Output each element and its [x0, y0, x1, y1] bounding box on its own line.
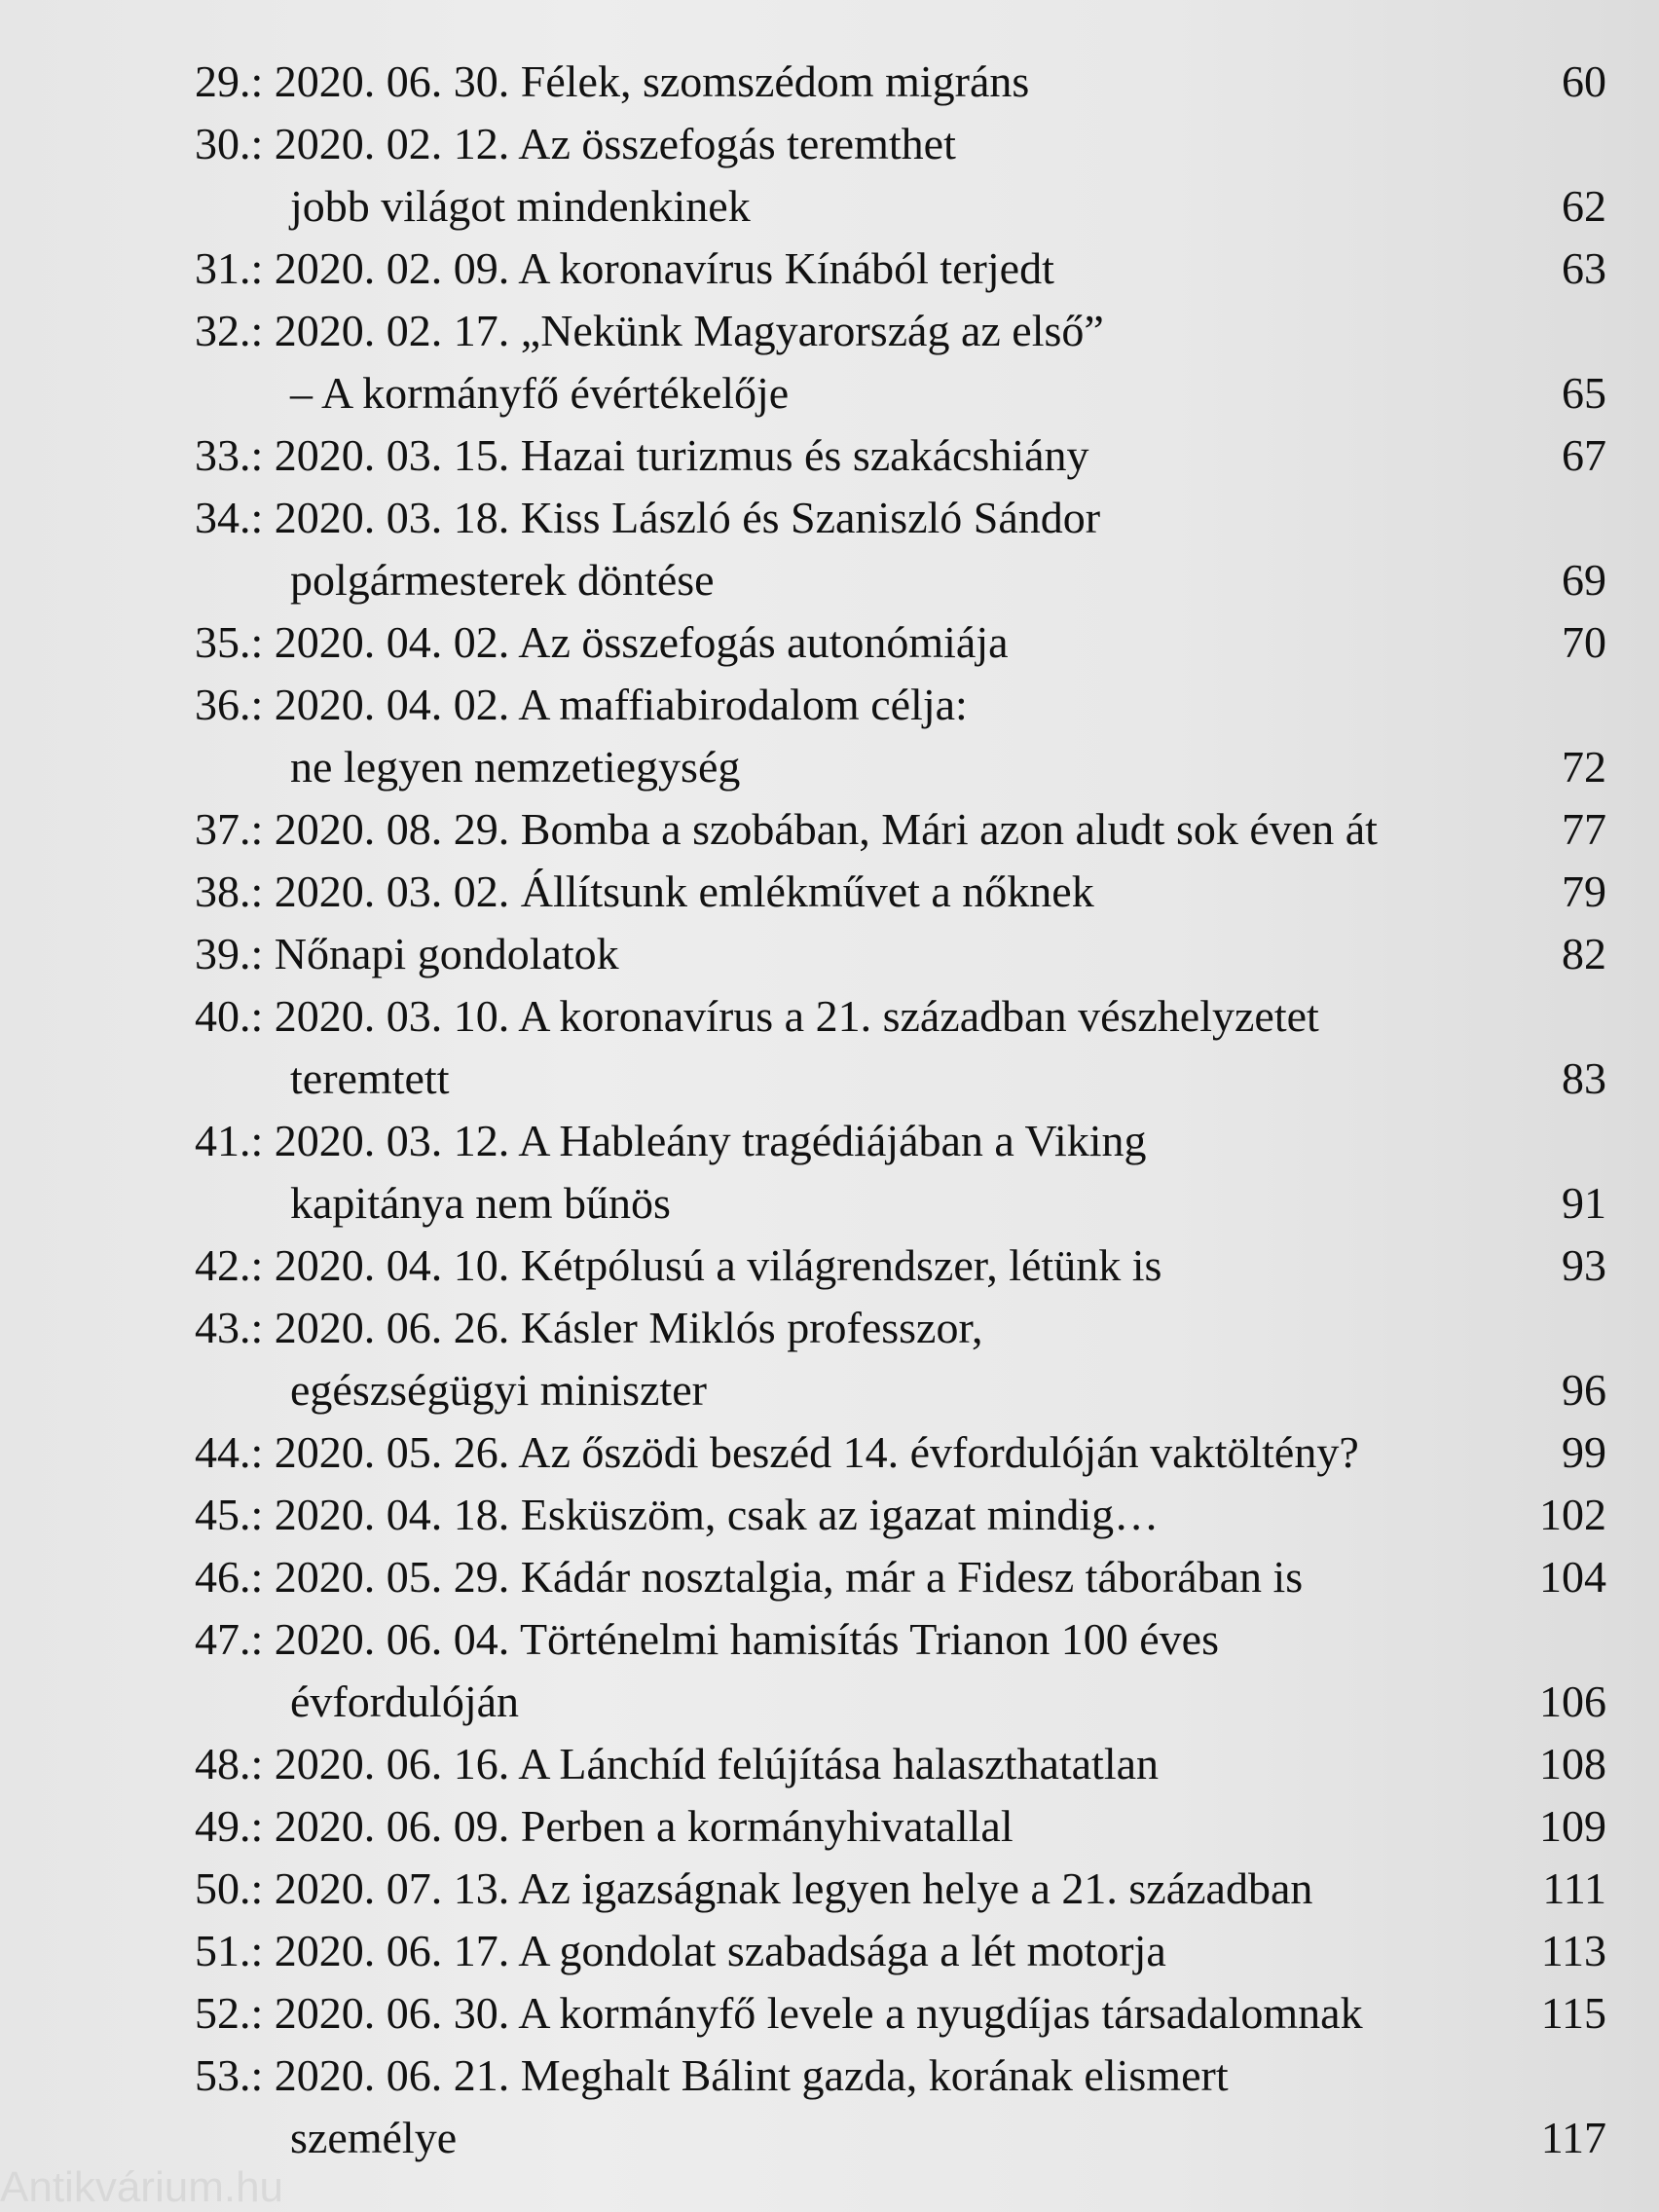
toc-entry-page-number: 111	[1542, 1863, 1606, 1913]
toc-entry-title	[195, 1546, 1480, 1608]
toc-entry	[195, 1546, 1606, 1608]
toc-entry-title	[195, 51, 1480, 113]
toc-entry-page-number: 106	[1539, 1677, 1606, 1726]
toc-entry-page-number: 69	[1562, 555, 1606, 605]
toc-entry-title	[195, 1733, 1480, 1795]
toc-entry-title-continuation: jobb világot mindenkinek	[290, 181, 751, 231]
toc-entry-title-continuation: egészségügyi miniszter	[290, 1365, 707, 1415]
toc-entry-title-continuation: kapitánya nem bűnös	[290, 1178, 671, 1228]
toc-entry-page-number: 65	[1562, 368, 1606, 418]
toc-entry-page-number: 77	[1562, 804, 1606, 854]
toc-entry	[195, 300, 1606, 424]
toc-entry-page-number: 91	[1562, 1178, 1606, 1228]
toc-entry-title-line: 47.: 2020. 06. 04. Történelmi hamisítás Trianon 100 éves	[195, 1614, 1219, 1664]
toc-entry-title-continuation: polgármesterek döntése	[290, 555, 715, 605]
toc-entry	[195, 1608, 1606, 1733]
toc-entry-title	[195, 923, 1480, 985]
toc-entry-title	[195, 1235, 1480, 1297]
toc-entry-title	[195, 1110, 1480, 1235]
toc-entry-title	[195, 238, 1480, 300]
toc-entry-title-line: 33.: 2020. 03. 15. Hazai turizmus és szakácshiány	[195, 430, 1089, 480]
toc-entry-title-line: 40.: 2020. 03. 10. A koronavírus a 21. században vészhelyzetet	[195, 991, 1319, 1041]
toc-entry-page-number: 109	[1539, 1801, 1606, 1851]
toc-entry-title-line: 32.: 2020. 02. 17. „Nekünk Magyarország az első”	[195, 306, 1104, 355]
toc-entry	[195, 1235, 1606, 1297]
toc-entry-title-line: 43.: 2020. 06. 26. Kásler Miklós professzor,	[195, 1303, 983, 1352]
toc-entry-title-line: 42.: 2020. 04. 10. Kétpólusú a világrendszer, létünk is	[195, 1240, 1162, 1290]
toc-entry-title	[195, 611, 1480, 674]
toc-entry-title-line: 39.: Nőnapi gondolatok	[195, 929, 619, 978]
toc-entry	[195, 1982, 1606, 2045]
toc-entry-title-continuation: személye	[290, 2113, 458, 2162]
toc-entry-title	[195, 1484, 1480, 1546]
toc-entry-title	[195, 113, 1480, 238]
toc-entry-title-line: 44.: 2020. 05. 26. Az őszödi beszéd 14. évfordulóján vaktöltény?	[195, 1427, 1359, 1477]
toc-entry-title-line: 51.: 2020. 06. 17. A gondolat szabadsága a lét motorja	[195, 1926, 1166, 1975]
toc-entry-title	[195, 674, 1480, 798]
watermark: Antikvárium.hu	[0, 2163, 284, 2211]
toc-entry	[195, 611, 1606, 674]
toc-entry-title	[195, 1421, 1480, 1484]
toc-entry	[195, 1795, 1606, 1858]
toc-entry-title	[195, 2045, 1480, 2169]
toc-entry	[195, 1297, 1606, 1421]
toc-entry	[195, 2045, 1606, 2169]
toc-entry-page-number: 115	[1540, 1988, 1606, 2038]
toc-entry-title	[195, 424, 1480, 487]
toc-entry-page-number: 99	[1562, 1427, 1606, 1477]
toc-entry	[195, 798, 1606, 861]
toc-entry-title	[195, 1920, 1480, 1982]
toc-entry-title	[195, 1297, 1480, 1421]
toc-entry-title-line: 52.: 2020. 06. 30. A kormányfő levele a nyugdíjas társadalomnak	[195, 1988, 1363, 2038]
toc-entry-page-number: 102	[1539, 1490, 1606, 1539]
toc-entry-title-line: 50.: 2020. 07. 13. Az igazságnak legyen helye a 21. században	[195, 1863, 1313, 1913]
toc-entry-page-number: 82	[1562, 929, 1606, 978]
toc-entry	[195, 1920, 1606, 1982]
toc-entry-page-number: 62	[1562, 181, 1606, 231]
toc-entry-page-number: 117	[1540, 2113, 1606, 2162]
toc-entry-title-line: 45.: 2020. 04. 18. Esküszöm, csak az igazat mindig…	[195, 1490, 1160, 1539]
toc-entry-page-number: 67	[1562, 430, 1606, 480]
toc-entry	[195, 487, 1606, 611]
toc-entry	[195, 113, 1606, 238]
toc-entry-title-line: 36.: 2020. 04. 02. A maffiabirodalom célja:	[195, 680, 968, 729]
toc-entry-title-continuation: évfordulóján	[290, 1677, 520, 1726]
toc-entry-title	[195, 300, 1480, 424]
toc-entry-title-line: 34.: 2020. 03. 18. Kiss László és Szaniszló Sándor	[195, 493, 1101, 542]
toc-entry-title-continuation: teremtett	[290, 1053, 450, 1103]
toc-entry-title	[195, 1795, 1480, 1858]
toc-entry-page-number: 79	[1562, 866, 1606, 916]
toc-entry-title-line: 30.: 2020. 02. 12. Az összefogás teremthet	[195, 119, 956, 168]
toc-entry-title-line: 49.: 2020. 06. 09. Perben a kormányhivatallal	[195, 1801, 1014, 1851]
toc-entry-title-line: 37.: 2020. 08. 29. Bomba a szobában, Mári azon aludt sok éven át	[195, 804, 1378, 854]
toc-entry	[195, 51, 1606, 113]
toc-entry-page-number: 96	[1562, 1365, 1606, 1415]
toc-entry-title	[195, 1982, 1480, 2045]
toc-entry-page-number: 70	[1562, 617, 1606, 667]
toc-entry	[195, 674, 1606, 798]
table-of-contents	[195, 51, 1606, 2169]
toc-entry-title	[195, 487, 1480, 611]
toc-entry-title-continuation: – A kormányfő évértékelője	[290, 368, 790, 418]
toc-entry-page-number: 113	[1540, 1926, 1606, 1975]
toc-entry-title	[195, 798, 1480, 861]
toc-entry-page-number: 60	[1562, 56, 1606, 106]
toc-entry-title	[195, 985, 1480, 1110]
toc-entry	[195, 1110, 1606, 1235]
toc-entry-page-number: 63	[1562, 243, 1606, 293]
toc-entry-title-line: 53.: 2020. 06. 21. Meghalt Bálint gazda, korának elismert	[195, 2050, 1229, 2100]
toc-entry	[195, 923, 1606, 985]
toc-entry	[195, 1733, 1606, 1795]
toc-entry-page-number: 108	[1539, 1739, 1606, 1788]
toc-entry-title-line: 46.: 2020. 05. 29. Kádár nosztalgia, már a Fidesz táborában is	[195, 1552, 1304, 1602]
toc-entry-title	[195, 1858, 1480, 1920]
toc-entry-title-line: 29.: 2020. 06. 30. Félek, szomszédom migráns	[195, 56, 1030, 106]
toc-entry	[195, 861, 1606, 923]
toc-entry-title-line: 31.: 2020. 02. 09. A koronavírus Kínából terjedt	[195, 243, 1054, 293]
toc-entry	[195, 1421, 1606, 1484]
toc-entry-page-number: 93	[1562, 1240, 1606, 1290]
toc-entry	[195, 424, 1606, 487]
toc-entry-title-line: 35.: 2020. 04. 02. Az összefogás autonómiája	[195, 617, 1009, 667]
toc-entry-title-line: 41.: 2020. 03. 12. A Hableány tragédiájában a Viking	[195, 1116, 1147, 1165]
toc-entry	[195, 1484, 1606, 1546]
toc-entry	[195, 1858, 1606, 1920]
toc-entry-title	[195, 861, 1480, 923]
toc-entry-title-line: 38.: 2020. 03. 02. Állítsunk emlékművet a nőknek	[195, 866, 1094, 916]
toc-entry-title	[195, 1608, 1480, 1733]
toc-entry-title-continuation: ne legyen nemzetiegység	[290, 742, 741, 792]
toc-entry-page-number: 72	[1562, 742, 1606, 792]
toc-entry-page-number: 104	[1539, 1552, 1606, 1602]
toc-entry-title-line: 48.: 2020. 06. 16. A Lánchíd felújítása halaszthatatlan	[195, 1739, 1160, 1788]
toc-entry	[195, 985, 1606, 1110]
toc-entry-page-number: 83	[1562, 1053, 1606, 1103]
toc-entry	[195, 238, 1606, 300]
